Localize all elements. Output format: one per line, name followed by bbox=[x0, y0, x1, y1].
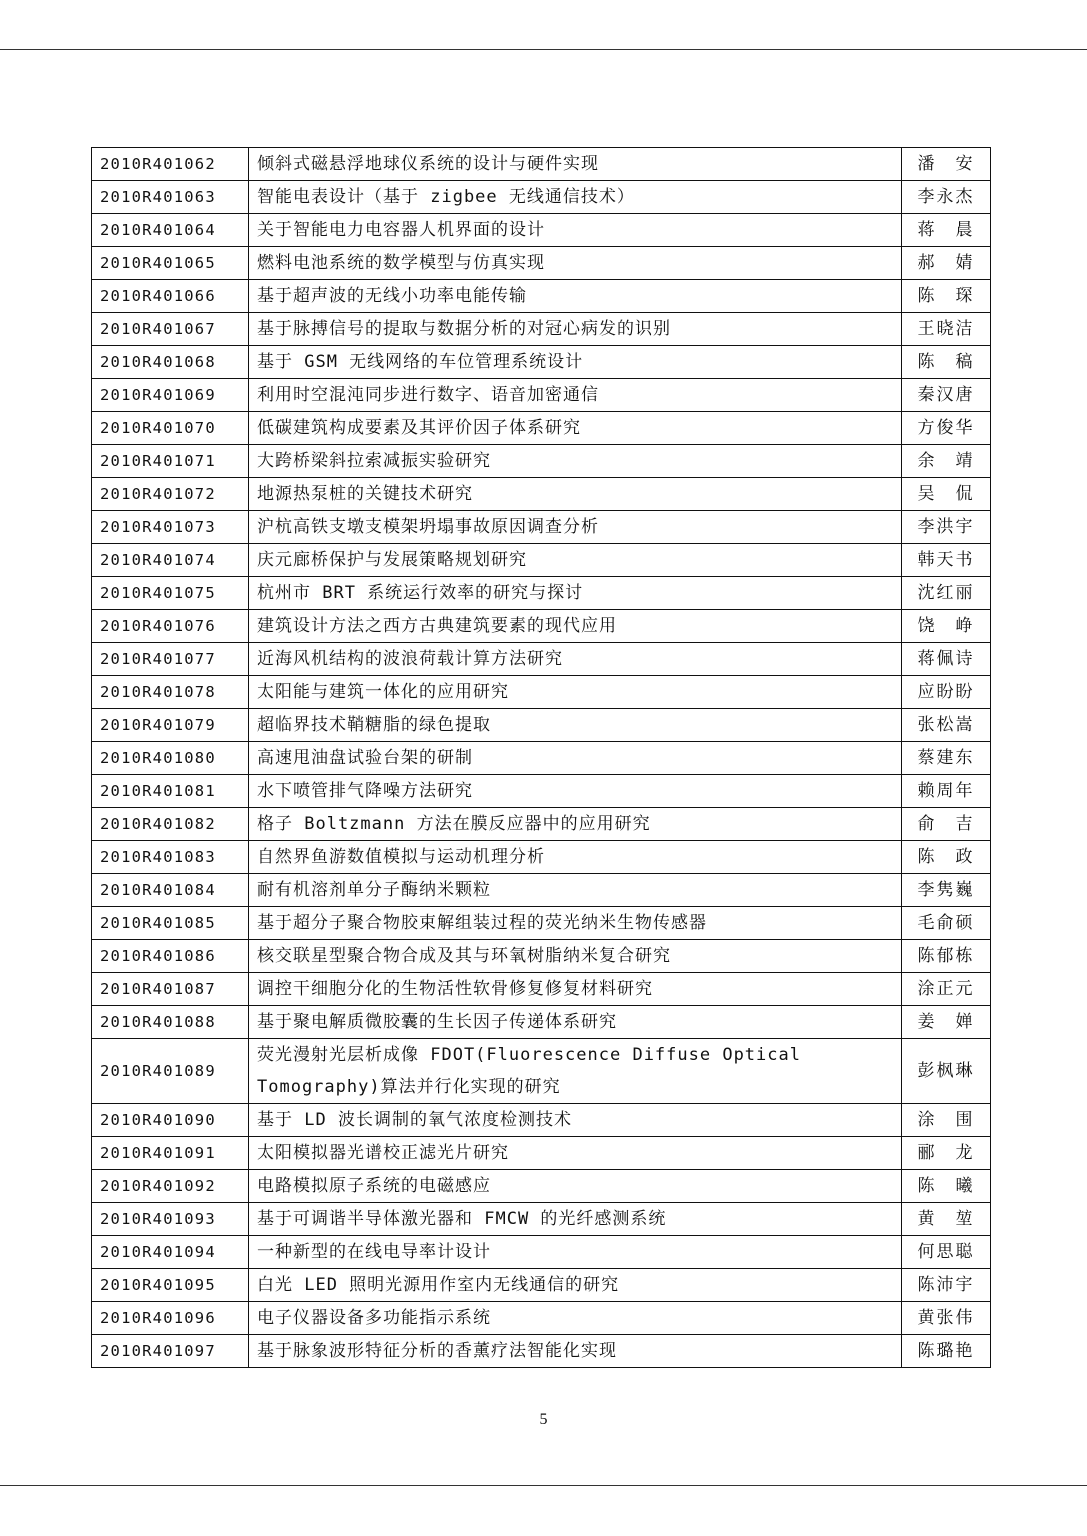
project-title: 基于 LD 波长调制的氧气浓度检测技术 bbox=[249, 1104, 902, 1137]
project-code: 2010R401067 bbox=[92, 313, 249, 346]
project-title: 基于脉搏信号的提取与数据分析的对冠心病发的识别 bbox=[249, 313, 902, 346]
student-name: 张松嵩 bbox=[902, 709, 991, 742]
student-name: 李洪宇 bbox=[902, 511, 991, 544]
table-row bbox=[92, 181, 991, 214]
student-name: 彭枫琳 bbox=[902, 1039, 991, 1104]
project-title: 自然界鱼游数值模拟与运动机理分析 bbox=[249, 841, 902, 874]
table-row bbox=[92, 445, 991, 478]
table-row bbox=[92, 1335, 991, 1368]
table-row bbox=[92, 214, 991, 247]
project-title: 基于聚电解质微胶囊的生长因子传递体系研究 bbox=[249, 1006, 902, 1039]
project-code: 2010R401084 bbox=[92, 874, 249, 907]
project-title: 超临界技术鞘糖脂的绿色提取 bbox=[249, 709, 902, 742]
project-title: 关于智能电力电容器人机界面的设计 bbox=[249, 214, 902, 247]
student-name: 李永杰 bbox=[902, 181, 991, 214]
student-name: 吴 侃 bbox=[902, 478, 991, 511]
table-row bbox=[92, 973, 991, 1006]
project-title: 核交联星型聚合物合成及其与环氧树脂纳米复合研究 bbox=[249, 940, 902, 973]
table-row bbox=[92, 643, 991, 676]
student-name: 秦汉唐 bbox=[902, 379, 991, 412]
student-name: 饶 峥 bbox=[902, 610, 991, 643]
student-name: 陈璐艳 bbox=[902, 1335, 991, 1368]
table-row bbox=[92, 544, 991, 577]
student-name: 毛俞硕 bbox=[902, 907, 991, 940]
project-code: 2010R401070 bbox=[92, 412, 249, 445]
table-row bbox=[92, 1203, 991, 1236]
project-code: 2010R401076 bbox=[92, 610, 249, 643]
project-code: 2010R401095 bbox=[92, 1269, 249, 1302]
header-rule bbox=[0, 49, 1087, 50]
project-title: 近海风机结构的波浪荷载计算方法研究 bbox=[249, 643, 902, 676]
project-code: 2010R401075 bbox=[92, 577, 249, 610]
student-name: 陈沛宇 bbox=[902, 1269, 991, 1302]
footer-rule bbox=[0, 1485, 1087, 1486]
project-code: 2010R401073 bbox=[92, 511, 249, 544]
page-number: 5 bbox=[539, 1411, 548, 1428]
student-name: 陈 政 bbox=[902, 841, 991, 874]
project-code: 2010R401094 bbox=[92, 1236, 249, 1269]
table-row bbox=[92, 907, 991, 940]
table-row bbox=[92, 610, 991, 643]
student-name: 应盼盼 bbox=[902, 676, 991, 709]
table-row bbox=[92, 577, 991, 610]
project-code: 2010R401096 bbox=[92, 1302, 249, 1335]
project-title: 电子仪器设备多功能指示系统 bbox=[249, 1302, 902, 1335]
table-row bbox=[92, 346, 991, 379]
project-code: 2010R401080 bbox=[92, 742, 249, 775]
table-row bbox=[92, 478, 991, 511]
student-name: 赖周年 bbox=[902, 775, 991, 808]
student-name: 蒋佩诗 bbox=[902, 643, 991, 676]
table-row bbox=[92, 1236, 991, 1269]
student-name: 陈郁栋 bbox=[902, 940, 991, 973]
project-code: 2010R401086 bbox=[92, 940, 249, 973]
student-name: 李隽巍 bbox=[902, 874, 991, 907]
project-code: 2010R401077 bbox=[92, 643, 249, 676]
project-title: 调控干细胞分化的生物活性软骨修复修复材料研究 bbox=[249, 973, 902, 1006]
project-title: 一种新型的在线电导率计设计 bbox=[249, 1236, 902, 1269]
project-code: 2010R401082 bbox=[92, 808, 249, 841]
project-code: 2010R401083 bbox=[92, 841, 249, 874]
table-row bbox=[92, 1006, 991, 1039]
table-row bbox=[92, 940, 991, 973]
project-code: 2010R401065 bbox=[92, 247, 249, 280]
project-code: 2010R401088 bbox=[92, 1006, 249, 1039]
table-row bbox=[92, 511, 991, 544]
project-code: 2010R401097 bbox=[92, 1335, 249, 1368]
student-name: 方俊华 bbox=[902, 412, 991, 445]
project-title: 大跨桥梁斜拉索减振实验研究 bbox=[249, 445, 902, 478]
project-code: 2010R401066 bbox=[92, 280, 249, 313]
student-name: 蒋 晨 bbox=[902, 214, 991, 247]
project-title: 智能电表设计（基于 zigbee 无线通信技术） bbox=[249, 181, 902, 214]
project-code: 2010R401063 bbox=[92, 181, 249, 214]
project-code: 2010R401081 bbox=[92, 775, 249, 808]
project-code: 2010R401085 bbox=[92, 907, 249, 940]
student-name: 沈红丽 bbox=[902, 577, 991, 610]
project-code: 2010R401091 bbox=[92, 1137, 249, 1170]
project-title: 燃料电池系统的数学模型与仿真实现 bbox=[249, 247, 902, 280]
project-table bbox=[91, 147, 991, 1368]
student-name: 陈 琛 bbox=[902, 280, 991, 313]
project-code: 2010R401071 bbox=[92, 445, 249, 478]
project-title: 倾斜式磁悬浮地球仪系统的设计与硬件实现 bbox=[249, 148, 902, 181]
project-code: 2010R401068 bbox=[92, 346, 249, 379]
table-row bbox=[92, 1170, 991, 1203]
student-name: 蔡建东 bbox=[902, 742, 991, 775]
project-code: 2010R401087 bbox=[92, 973, 249, 1006]
project-title: 杭州市 BRT 系统运行效率的研究与探讨 bbox=[249, 577, 902, 610]
project-title: 耐有机溶剂单分子酶纳米颗粒 bbox=[249, 874, 902, 907]
table-row bbox=[92, 1302, 991, 1335]
project-table-body bbox=[92, 148, 991, 1368]
table-row bbox=[92, 1269, 991, 1302]
table-row bbox=[92, 676, 991, 709]
project-title: 地源热泵桩的关键技术研究 bbox=[249, 478, 902, 511]
project-title: 格子 Boltzmann 方法在膜反应器中的应用研究 bbox=[249, 808, 902, 841]
project-title: 白光 LED 照明光源用作室内无线通信的研究 bbox=[249, 1269, 902, 1302]
table-row bbox=[92, 1137, 991, 1170]
project-code: 2010R401062 bbox=[92, 148, 249, 181]
table-row bbox=[92, 1104, 991, 1137]
project-code: 2010R401074 bbox=[92, 544, 249, 577]
student-name: 涂正元 bbox=[902, 973, 991, 1006]
project-title: 基于 GSM 无线网络的车位管理系统设计 bbox=[249, 346, 902, 379]
project-title: 庆元廊桥保护与发展策略规划研究 bbox=[249, 544, 902, 577]
project-title: 基于脉象波形特征分析的香薰疗法智能化实现 bbox=[249, 1335, 902, 1368]
table-row bbox=[92, 1039, 991, 1104]
project-code: 2010R401072 bbox=[92, 478, 249, 511]
project-title: 水下喷管排气降噪方法研究 bbox=[249, 775, 902, 808]
project-title: 沪杭高铁支墩支模架坍塌事故原因调查分析 bbox=[249, 511, 902, 544]
project-title: 建筑设计方法之西方古典建筑要素的现代应用 bbox=[249, 610, 902, 643]
table-row bbox=[92, 280, 991, 313]
table-row bbox=[92, 841, 991, 874]
project-title: 电路模拟原子系统的电磁感应 bbox=[249, 1170, 902, 1203]
student-name: 涂 围 bbox=[902, 1104, 991, 1137]
project-title: 基于可调谐半导体激光器和 FMCW 的光纤感测系统 bbox=[249, 1203, 902, 1236]
project-code: 2010R401078 bbox=[92, 676, 249, 709]
project-title: 低碳建筑构成要素及其评价因子体系研究 bbox=[249, 412, 902, 445]
table-row bbox=[92, 379, 991, 412]
table-row bbox=[92, 313, 991, 346]
project-code: 2010R401069 bbox=[92, 379, 249, 412]
project-title: 太阳模拟器光谱校正滤光片研究 bbox=[249, 1137, 902, 1170]
table-row bbox=[92, 709, 991, 742]
project-code: 2010R401092 bbox=[92, 1170, 249, 1203]
project-code: 2010R401093 bbox=[92, 1203, 249, 1236]
project-code: 2010R401090 bbox=[92, 1104, 249, 1137]
student-name: 余 靖 bbox=[902, 445, 991, 478]
project-code: 2010R401089 bbox=[92, 1039, 249, 1104]
project-title: 利用时空混沌同步进行数字、语音加密通信 bbox=[249, 379, 902, 412]
table-row bbox=[92, 874, 991, 907]
project-title: 太阳能与建筑一体化的应用研究 bbox=[249, 676, 902, 709]
student-name: 郝 婧 bbox=[902, 247, 991, 280]
student-name: 韩天书 bbox=[902, 544, 991, 577]
table-row bbox=[92, 742, 991, 775]
project-title: 高速甩油盘试验台架的研制 bbox=[249, 742, 902, 775]
table-row bbox=[92, 775, 991, 808]
project-code: 2010R401079 bbox=[92, 709, 249, 742]
project-title: 荧光漫射光层析成像 FDOT(Fluorescence Diffuse Optical Tomography)算法并行化实现的研究 bbox=[249, 1039, 902, 1104]
student-name: 郦 龙 bbox=[902, 1137, 991, 1170]
student-name: 黄张伟 bbox=[902, 1302, 991, 1335]
table-row bbox=[92, 247, 991, 280]
student-name: 陈 曦 bbox=[902, 1170, 991, 1203]
project-code: 2010R401064 bbox=[92, 214, 249, 247]
student-name: 姜 婵 bbox=[902, 1006, 991, 1039]
student-name: 潘 安 bbox=[902, 148, 991, 181]
project-title: 基于超声波的无线小功率电能传输 bbox=[249, 280, 902, 313]
table-row bbox=[92, 148, 991, 181]
student-name: 何思聪 bbox=[902, 1236, 991, 1269]
student-name: 王晓洁 bbox=[902, 313, 991, 346]
student-name: 俞 吉 bbox=[902, 808, 991, 841]
student-name: 黄 堃 bbox=[902, 1203, 991, 1236]
student-name: 陈 稿 bbox=[902, 346, 991, 379]
table-row bbox=[92, 808, 991, 841]
project-title: 基于超分子聚合物胶束解组装过程的荧光纳米生物传感器 bbox=[249, 907, 902, 940]
table-row bbox=[92, 412, 991, 445]
